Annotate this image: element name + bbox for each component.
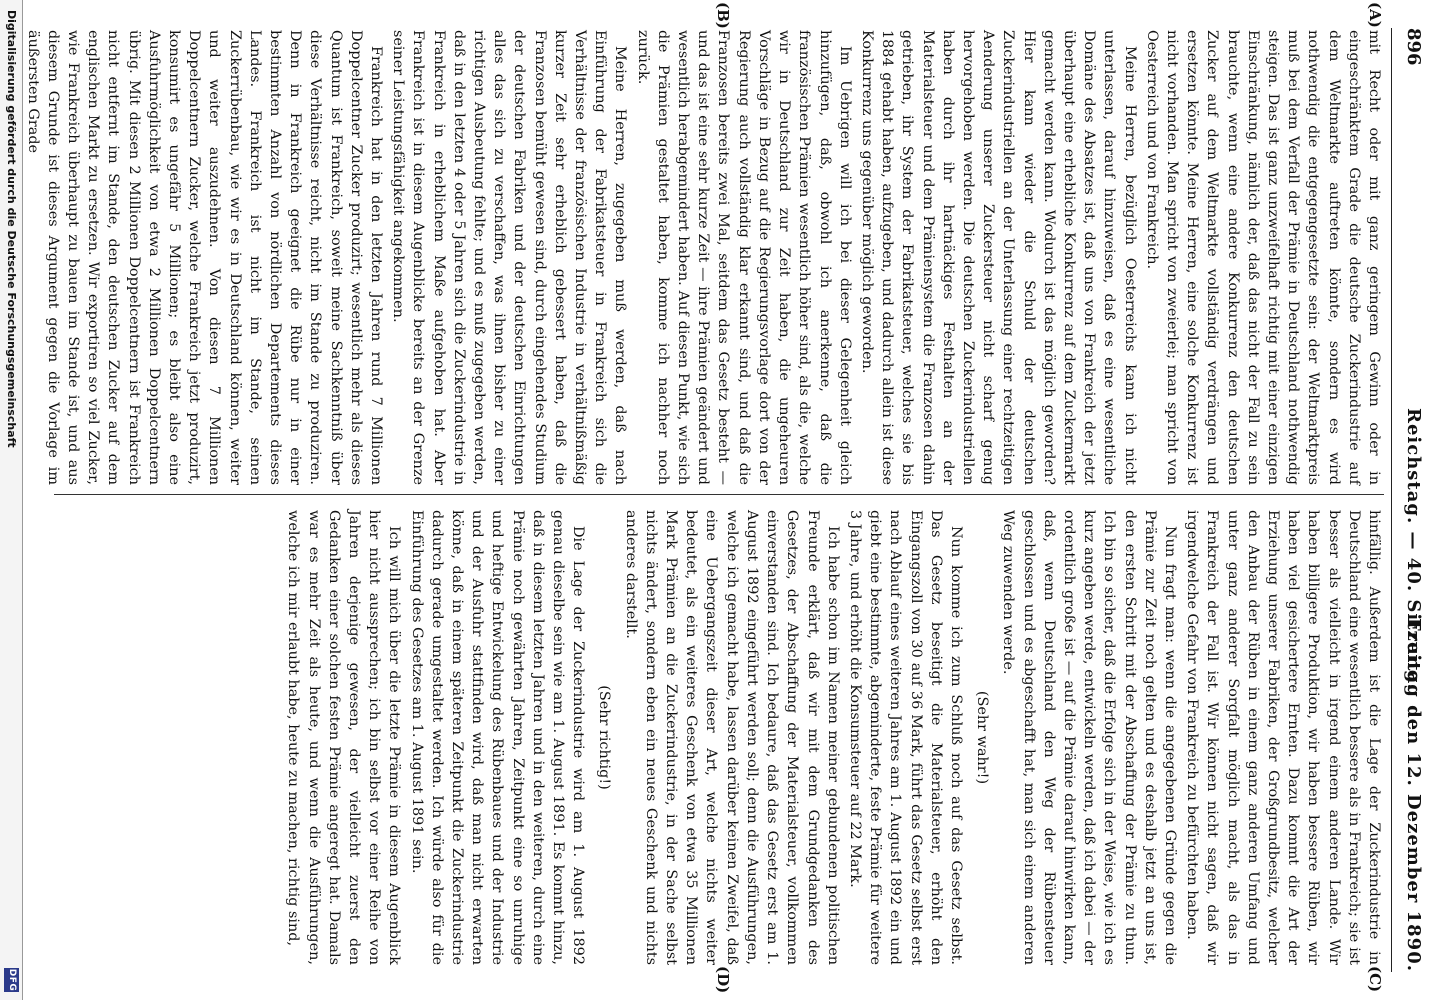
right-column bbox=[54, 510, 1384, 965]
paragraph: Meine Herren, bezüglich Oesterreichs kann ich nicht unterlassen, darauf hinzuweisen, daß es eine wesentliche Domäne des Absatzes ist, daß uns von Frankreich der jetzt überhaupt eine erhebliche Konkurrenz auf dem Zuckermarkt gemacht werden kann. Wodurch ist das möglich geworden? Hier kann wieder die Schuld der deutschen Zuckerindustriellen an der Unterlassung einer rechtzeitigen Aenderung unserer Zuckersteuer nicht scharf genug hervorgehoben werden. Die deutschen Zuckerindustriellen haben durch ihr hartnäckiges Festhalten an der Materialsteuer und dem Prämiensystem die Franzosen dahin getrieben, ihr System der Fabrikatsteuer, welches sie bis 1884 gehabt haben, aufzugeben, und dadurch allein ist diese Konkurrenz uns gegenüber möglich geworden. bbox=[858, 30, 1138, 485]
paragraph: Nun fragt man: wenn die angegebenen Gründe gegen die Prämie zur Zeit noch gelten und es deshalb jetzt an uns ist, den ersten Schritt mit der Abschaffung der Prämie zu thun. Ich bin so sicher, daß die Erfolge sich in der Weise, wie ich es kurz angeben werde, entwickeln werden, daß ich dabei — der ordentlich große ist — auf die Prämie darauf hinwirken kann, daß, wenn Deutschland den Weg der Rübensteuer geschlossen und es abgeschafft hat, man sich einem anderen Weg zuwenden werde. bbox=[1000, 510, 1178, 965]
margin-letter-b: (B) bbox=[714, 2, 732, 29]
paragraph: Meine Herren, zugegeben muß werden, daß nach Einführung der Fabrikatsteuer in Frankreich sich die Verhältnisse der französischen Industrie in verhältnißmäßig kurzer Zeit sehr erheblich gebessert haben, daß die Franzosen bemüht gewesen sind, durch eingehendes Studium der deutschen Fabriken und der deutschen Einrichtungen alles das sich zu verschaffen, was ihnen bisher zu einer richtigen Ausbeutung fehlte; und es muß zugegeben werden, daß in den letzten 4 oder 5 Jahren sich die Zuckerindustrie in Frankreich in erheblichem Maße aufgehoben hat. Aber Frankreich ist in diesem Augenblicke bereits an der Grenze seiner Leistungsfähigkeit angekommen. bbox=[390, 30, 629, 485]
dfg-logo-icon: DFG bbox=[4, 968, 19, 992]
interjection: (Sehr richtig!) bbox=[596, 685, 613, 790]
paragraph: Nun komme ich zum Schluß noch auf das Gesetz selbst. Das Gesetz beseitigt die Materialsteuer, erhöht den Eingangszoll von 30 auf 36 Mark, führt das Gesetz selbst erst nach Ablauf eines weiteren Jahres am 1. August 1892 ein und giebt eine bestimmte, abgeminderte, feste Prämie für weitere 3 Jahre, und erhöht die Konsumsteuer auf 22 Mark. bbox=[846, 510, 964, 965]
running-title: Reichstag. — 40. Sitzung. bbox=[1403, 408, 1424, 691]
margin-letter-d: (D) bbox=[714, 966, 732, 994]
column-divider bbox=[54, 494, 1384, 495]
margin-letter-c: (C) bbox=[1366, 966, 1384, 993]
paragraph: Im Uebrigen will ich bei dieser Gelegenheit gleich hinzufügen, daß, obwohl ich anerkenne, daß die französischen Prämien wesentlich höher sind, als die, welche wir in Deutschland zur Zeit haben, die ungeheuren Vorschläge in Bezug auf die Regierungsvorlage dort von der Regierung auch vollständig klar erkannt sind, und daß die Franzosen bereits zwei Mal, seitdem das Gesetz besteht — und das ist eine sehr kurze Zeit — ihre Prämien geändert und wesentlich herabgemindert haben. Auf diesen Punkt, wie sich die Prämien gestaltet haben, komme ich nachher noch zurück. bbox=[634, 30, 853, 485]
interjection: (Sehr wahr!) bbox=[974, 690, 991, 785]
digitization-footer bbox=[0, 0, 23, 1000]
paragraph: Ich habe schon im Namen meiner gebundenen politischen Freunde erklärt, daß wir mit dem Grundgedanken des Gesetzes, der Abschaffung der Materialsteuer, vollkommen einverstanden sind. Ich bedaure, daß das Gesetz erst am 1. August 1892 eingeführt werden soll; denn die Ausführungen, welche ich gemacht habe, lassen darüber keinen Zweifel, daß eine Uebergangszeit dieser Art, welche nichts weiter bedeutet, als ein weiteres Geschenk von etwa 35 Millionen Mark Prämien an die Zuckerindustrie, in der Sache selbst nichts ändert, sondern eben ein neues Geschenk und nichts anderes darstellt. bbox=[622, 510, 841, 965]
paragraph: Frankreich hat in den letzten Jahren rund 7 Millionen Doppelcentner Zucker produzirt; wesentlich mehr als dieses Quantum ist Frankreich, soweit meine Sachkenntniß über diese Verhältnisse reicht, nicht im Stande zu produziren. Denn in Frankreich geeignet die Rübe nur in einer bestimmten Anzahl von nördlichen Departements dieses Landes. Frankreich ist nicht im Stande, seinen Zuckerrübenbau, wie wir es in Deutschland können, weiter und weiter auszudehnen. Von diesen 7 Millionen Doppelcentnern Zucker, welche Frankreich jetzt produzirt, konsumirt es ungefähr 5 Millionen; es bleibt also eine Ausfuhrmöglichkeit von etwa 2 Millionen Doppelcentnern übrig. Mit diesen 2 Millionen Doppelcentnern ist Frankreich nicht entfernt im Stande, den deutschen Zucker auf dem englischen Markt zu ersetzen. Wir exportiren so viel Zucker, wie Frankreich überhaupt zu bauen im Stande ist, und aus diesem Grunde ist dieses Argument gegen die Vorlage im äußersten Grade bbox=[24, 30, 385, 485]
paragraph: Ich will mich über die letzte Prämie in diesem Augenblick hier nicht aussprechen; ich bin selbst vor einer Reihe von Jahren derjenige gewesen, der vielleicht zuerst den Gedanken einer solchen festen Prämie angeregt hat. Damals war es mehr Zeit als heute, und wenn die Ausführungen, welche ich mir erlaubt habe, heute zu machen, richtig sind, bbox=[285, 510, 403, 965]
digitization-credit: Digitalisierung gefördert durch die Deutsche Forschungsgemeinschaft bbox=[5, 10, 18, 448]
paragraph: Die Lage der Zuckerindustrie wird am 1. August 1892 genau dieselbe sein wie am 1. August 1891. Es kommt hinzu, daß in diesem letzten Jahren und in den weiteren, durch eine Prämie noch gewährten Jahren, Zeitpunkt eine so unruhige und heftige Entwickelung des Rübenbaues und der Industrie und der Ausfuhr stattfinden wird, daß man nicht erwarten könne, daß in einem späteren Zeitpunkt die Zuckerindustrie dadurch gerade umgestaltet werden. Ich würde also für die Einführung des Gesetzes am 1. August 1891 sein. bbox=[408, 510, 587, 965]
date-line: Freitag den 12. Dezember 1890. bbox=[1403, 618, 1424, 972]
page-number: 896 bbox=[1403, 28, 1424, 66]
paragraph: mit Recht oder mit ganz geringem Gewinn oder in eingeschränktem Grade die deutsche Zuckerindustrie auf dem Weltmarkte auftreten könnte, sondern es wird nothwendig die entgegengesetzte sein: der Weltmarktpreis muß bei dem Verfall der Prämie in Deutschland nothwendig steigen. Das ist ganz unzweifelhaft richtig mit einer einzigen Einschränkung, nämlich der, daß das nicht der Fall zu sein brauchte, wenn eine andere Konkurrenz den deutschen Zucker auf dem Weltmarkte vollständig verdrängen und ersetzen könnte. Meine Herren, eine solche Konkurrenz ist nicht vorhanden. Man spricht von zweierlei; man spricht von Oesterreich und von Frankreich. bbox=[1143, 30, 1382, 485]
page-header bbox=[1390, 28, 1424, 972]
left-column bbox=[24, 30, 1384, 485]
header-rule bbox=[1391, 28, 1392, 972]
margin-letter-a: (A) bbox=[1366, 2, 1384, 28]
paragraph: hinfällig. Außerdem ist die Lage der Zuckerindustrie in Deutschland eine wesentlich bessere als in Frankreich; sie ist besser als vielleicht in irgend einem anderen Lande. Wir haben billigere Produktion, wir haben bessere Rüben, wir haben viel gesichertere Ernten. Dazu kommt die Art der Erziehung unserer Fabriken, der Großgrundbesitz, welcher den Anbau der Rüben in einem ganz anderen Umfang und unter ganz anderer Sorgfalt möglich macht, als das in Frankreich der Fall ist. Wir können nicht sagen, daß wir irgendwelche Gefahr von Frankreich zu befürchten haben. bbox=[1184, 510, 1382, 965]
